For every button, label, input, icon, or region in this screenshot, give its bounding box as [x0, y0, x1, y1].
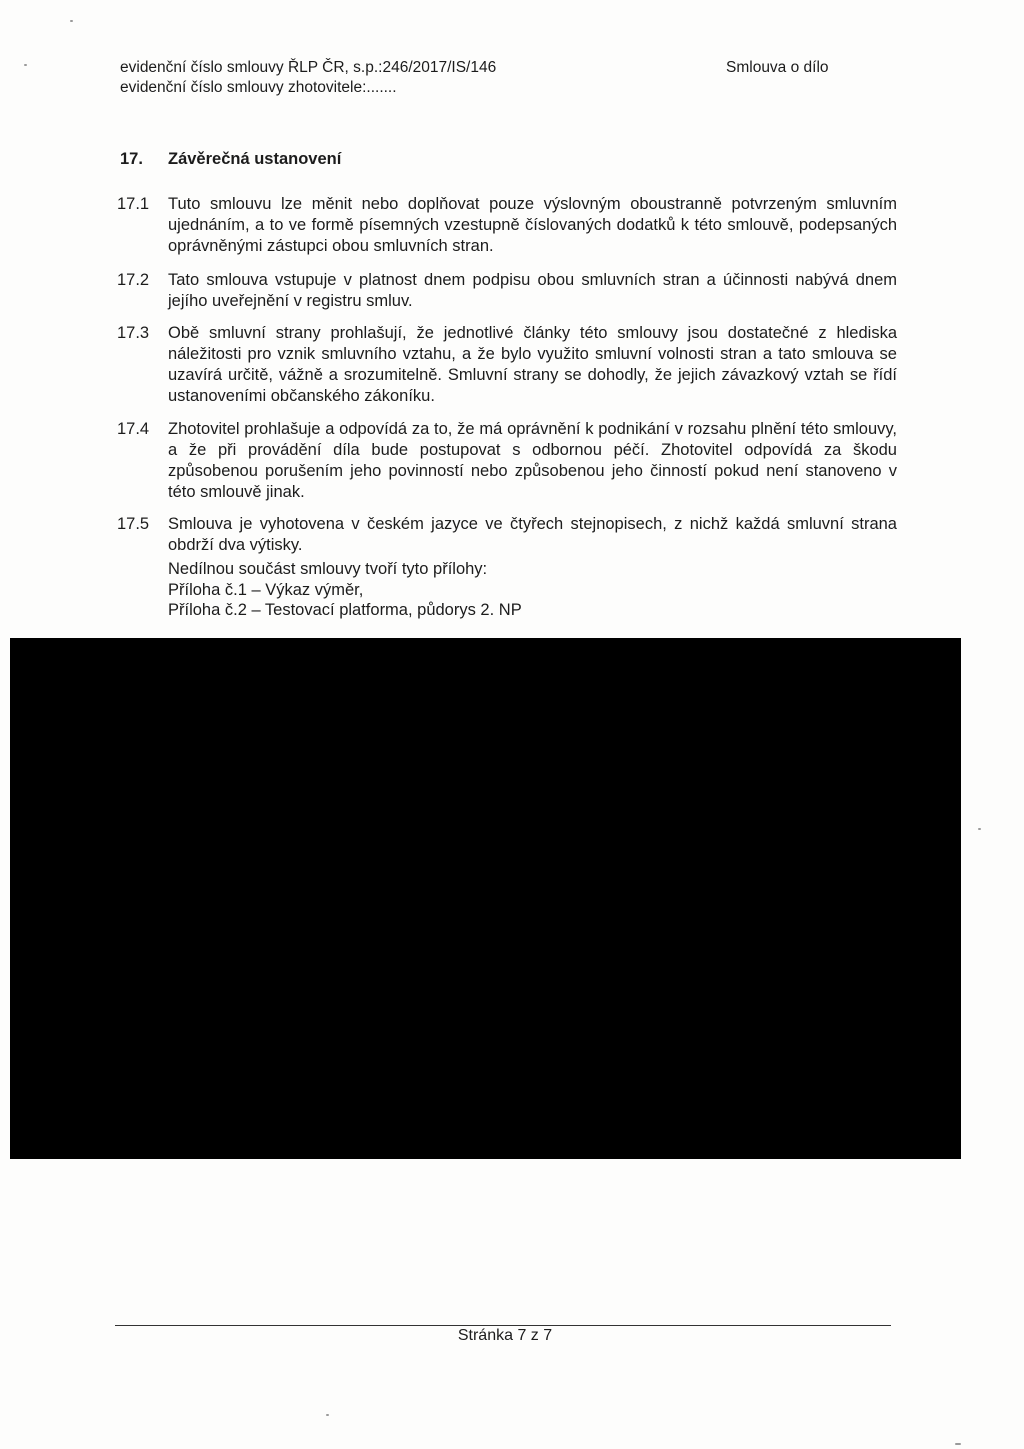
- attachment-item: Příloha č.1 – Výkaz výměr,: [168, 580, 364, 599]
- scan-speck: [326, 1414, 329, 1416]
- clause-text: Tato smlouva vstupuje v platnost dnem podpisu obou smluvních stran a účinnosti nabývá dnem jejího uveřejnění v registru smluv.: [168, 271, 897, 310]
- clause-number: 17.5: [117, 515, 150, 533]
- contract-number-rlp: evidenční číslo smlouvy ŘLP ČR, s.p.:246/2017/IS/146: [120, 59, 497, 76]
- document-type: Smlouva o dílo: [726, 59, 829, 76]
- document-header: [120, 58, 864, 98]
- clause-text: Obě smluvní strany prohlašují, že jednotlivé články této smlouvy jsou dostatečné z hlediska náležitosti pro vznik smluvního vztahu, a že bylo využito smluvní volnosti stran a tato smlouva se uzavírá určitě, vážně a srozumitelně. Smluvní strany se dohodly, že jejich závazkový vztah se řídí ustanoveními občanského zákoníku.: [168, 324, 897, 405]
- clause-text: Smlouva je vyhotovena v českém jazyce ve čtyřech stejnopisech, z nichž každá smluvní strana obdrží dva výtisky.: [168, 515, 897, 554]
- page-number: Stránka 7 z 7: [457, 1327, 553, 1344]
- redacted-block: [10, 638, 961, 1159]
- section-number: 17.: [120, 150, 143, 168]
- clause-number: 17.3: [117, 324, 150, 342]
- clause-17-3: [117, 323, 897, 407]
- clause-text: Tuto smlouvu lze měnit nebo doplňovat pouze výslovným oboustranně potvrzeným smluvním ujednáním, a to ve formě písemných vzestupně číslovaných dodatků k této smlouvě, podepsaných oprávněnými zástupci obou smluvních stran.: [168, 195, 897, 255]
- clause-17-4: [117, 419, 897, 503]
- scan-speck: [70, 20, 73, 22]
- attachments-list: [168, 559, 522, 621]
- contract-number-contractor: evidenční číslo smlouvy zhotovitele:.......: [120, 79, 397, 96]
- clause-number: 17.4: [117, 420, 150, 438]
- scan-speck: [955, 1443, 961, 1445]
- section-title: Závěrečná ustanovení: [168, 150, 342, 168]
- clause-17-5: [117, 514, 897, 556]
- section-heading: [120, 150, 341, 169]
- clause-17-1: [117, 194, 897, 257]
- attachment-item: Příloha č.2 – Testovací platforma, půdorys 2. NP: [168, 601, 522, 619]
- clause-17-2: [117, 270, 897, 312]
- footer-divider: [115, 1325, 891, 1326]
- clause-number: 17.2: [117, 271, 150, 289]
- clause-number: 17.1: [117, 195, 150, 213]
- scan-speck: [24, 64, 27, 66]
- scan-speck: [978, 828, 981, 830]
- attachments-intro: Nedílnou součást smlouvy tvoří tyto přílohy:: [168, 560, 488, 578]
- clause-text: Zhotovitel prohlašuje a odpovídá za to, že má oprávnění k podnikání v rozsahu plnění této smlouvy, a že při provádění díla bude postupovat s odbornou péčí. Zhotovitel odpovídá za škodu způsobenou porušením jeho povinností nebo způsobenou jeho činností pokud není stanoveno v této smlouvě jinak.: [168, 420, 897, 501]
